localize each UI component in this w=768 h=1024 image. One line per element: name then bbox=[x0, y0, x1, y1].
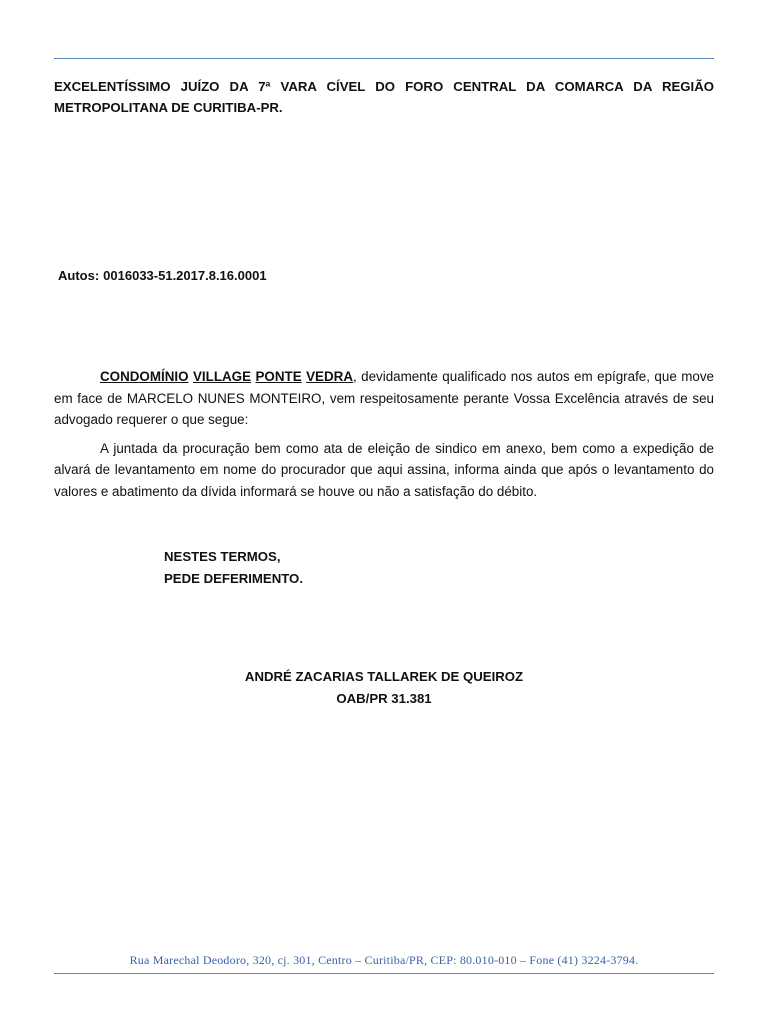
case-number-label: Autos: bbox=[58, 268, 100, 283]
closing bbox=[164, 546, 303, 590]
paragraph-2: A juntada da procuração bem como ata de eleição de sindico em anexo, bem como a expedição de alvará de levantamento em nome do procurador que aqui assina, informa ainda que após o levantamento do valores e abatimento da dívida informará se houve ou não a satisfação do débito. bbox=[54, 440, 714, 499]
paragraph-1-text: , devidamente qualificado nos autos em epígrafe, que move em face de MARCELO NUNES MONTEIRO, vem respeitosamente perante Vossa Excelência através de seu advogado requerer o que segue: bbox=[54, 369, 714, 427]
party-word-2: VILLAGE bbox=[193, 369, 252, 384]
signer-oab: OAB/PR 31.381 bbox=[336, 691, 432, 706]
footer-address: Rua Marechal Deodoro, 320, cj. 301, Centro – Curitiba/PR, CEP: 80.010-010 – Fone (41) 3224-3794. bbox=[129, 953, 639, 967]
addressee-heading: EXCELENTÍSSIMO JUÍZO DA 7ª VARA CÍVEL DO FORO CENTRAL DA COMARCA DA REGIÃO METROPOLITANA DE CURITIBA-PR. bbox=[54, 79, 714, 115]
party-word-4: VEDRA bbox=[306, 369, 353, 384]
case-number bbox=[58, 266, 267, 286]
party-word-1: CONDOMÍNIO bbox=[100, 369, 189, 384]
signature-block bbox=[54, 666, 714, 710]
header-rule bbox=[54, 58, 714, 59]
petition-body bbox=[54, 366, 714, 509]
closing-line-2: PEDE DEFERIMENTO. bbox=[164, 571, 303, 586]
case-number-value: 0016033-51.2017.8.16.0001 bbox=[103, 268, 267, 283]
party-word-3: PONTE bbox=[255, 369, 302, 384]
closing-line-1: NESTES TERMOS, bbox=[164, 549, 281, 564]
signer-name: ANDRÉ ZACARIAS TALLAREK DE QUEIROZ bbox=[244, 669, 524, 684]
paragraph-1 bbox=[54, 366, 714, 431]
footer-rule bbox=[54, 973, 714, 974]
